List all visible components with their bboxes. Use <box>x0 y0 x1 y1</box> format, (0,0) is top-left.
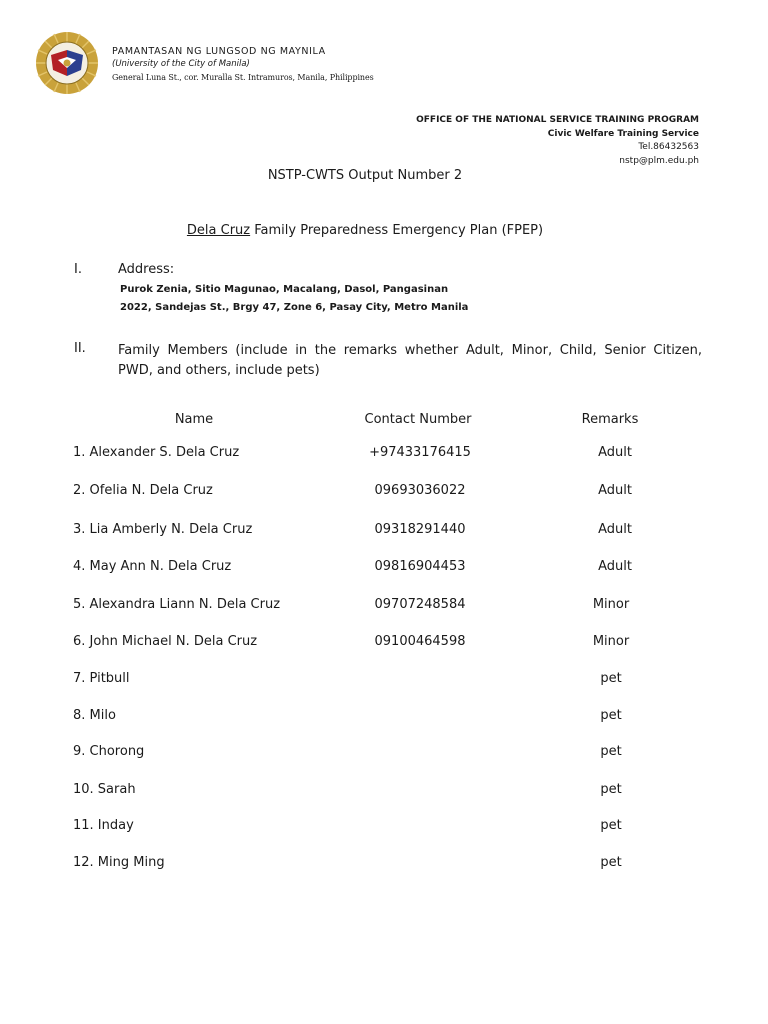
university-seal-icon <box>34 30 100 96</box>
member-remark: pet <box>600 818 622 833</box>
member-name: 2. Ofelia N. Dela Cruz <box>73 483 213 498</box>
member-name: 12. Ming Ming <box>73 855 165 870</box>
member-remark: pet <box>600 782 622 797</box>
plan-title-rest: Family Preparedness Emergency Plan (FPEP) <box>250 223 544 238</box>
member-remark: pet <box>600 708 622 723</box>
member-name: 3. Lia Amberly N. Dela Cruz <box>73 522 253 537</box>
member-remark: Adult <box>598 445 632 460</box>
member-name: 10. Sarah <box>73 782 136 797</box>
office-block <box>416 114 699 168</box>
member-remark: Minor <box>592 597 630 612</box>
member-contact: 09816904453 <box>374 559 466 574</box>
plan-family-name: Dela Cruz <box>186 223 251 238</box>
section1-label: Address: <box>118 262 175 277</box>
office-tel: Tel.86432563 <box>638 142 699 152</box>
section2-numeral: II. <box>74 341 86 356</box>
member-name: 7. Pitbull <box>73 671 130 686</box>
address-line-2: 2022, Sandejas St., Brgy 47, Zone 6, Pasay City, Metro Manila <box>120 302 469 313</box>
header-contact: Contact Number <box>364 412 472 427</box>
member-name: 5. Alexandra Liann N. Dela Cruz <box>73 597 281 612</box>
university-subtitle: (University of the City of Manila) <box>112 59 250 69</box>
office-name: OFFICE OF THE NATIONAL SERVICE TRAINING PROGRAM <box>416 115 699 125</box>
output-title: NSTP-CWTS Output Number 2 <box>267 168 463 183</box>
plan-title <box>0 223 730 238</box>
office-sub: Civic Welfare Training Service <box>547 128 699 139</box>
member-name: 4. May Ann N. Dela Cruz <box>73 559 232 574</box>
member-remark: pet <box>600 744 622 759</box>
member-remark: Minor <box>592 634 630 649</box>
section1-numeral: I. <box>74 262 82 277</box>
university-name: PAMANTASAN NG LUNGSOD NG MAYNILA <box>112 46 326 57</box>
member-contact: 09318291440 <box>374 522 466 537</box>
header-remarks: Remarks <box>581 412 639 427</box>
member-name: 11. Inday <box>73 818 134 833</box>
header-name: Name <box>174 412 214 427</box>
member-contact: 09100464598 <box>374 634 466 649</box>
member-name: 8. Milo <box>73 708 116 723</box>
member-remark: pet <box>600 671 622 686</box>
member-name: 1. Alexander S. Dela Cruz <box>73 445 240 460</box>
section2-text: Family Members (include in the remarks whether Adult, Minor, Child, Senior Citizen, PWD, and others, include pets) <box>118 343 702 378</box>
university-block <box>112 45 374 84</box>
member-name: 9. Chorong <box>73 744 145 759</box>
member-remark: Adult <box>598 559 632 574</box>
university-address: General Luna St., cor. Muralla St. Intramuros, Manila, Philippines <box>112 73 374 82</box>
member-remark: Adult <box>598 522 632 537</box>
member-contact: 09707248584 <box>374 597 466 612</box>
member-contact: +97433176415 <box>369 445 471 460</box>
address-line-1: Purok Zenia, Sitio Magunao, Macalang, Dasol, Pangasinan <box>120 284 449 295</box>
office-email: nstp@plm.edu.ph <box>619 155 699 166</box>
member-name: 6. John Michael N. Dela Cruz <box>73 634 258 649</box>
member-remark: Adult <box>598 483 632 498</box>
member-remark: pet <box>600 855 622 870</box>
member-contact: 09693036022 <box>374 483 466 498</box>
